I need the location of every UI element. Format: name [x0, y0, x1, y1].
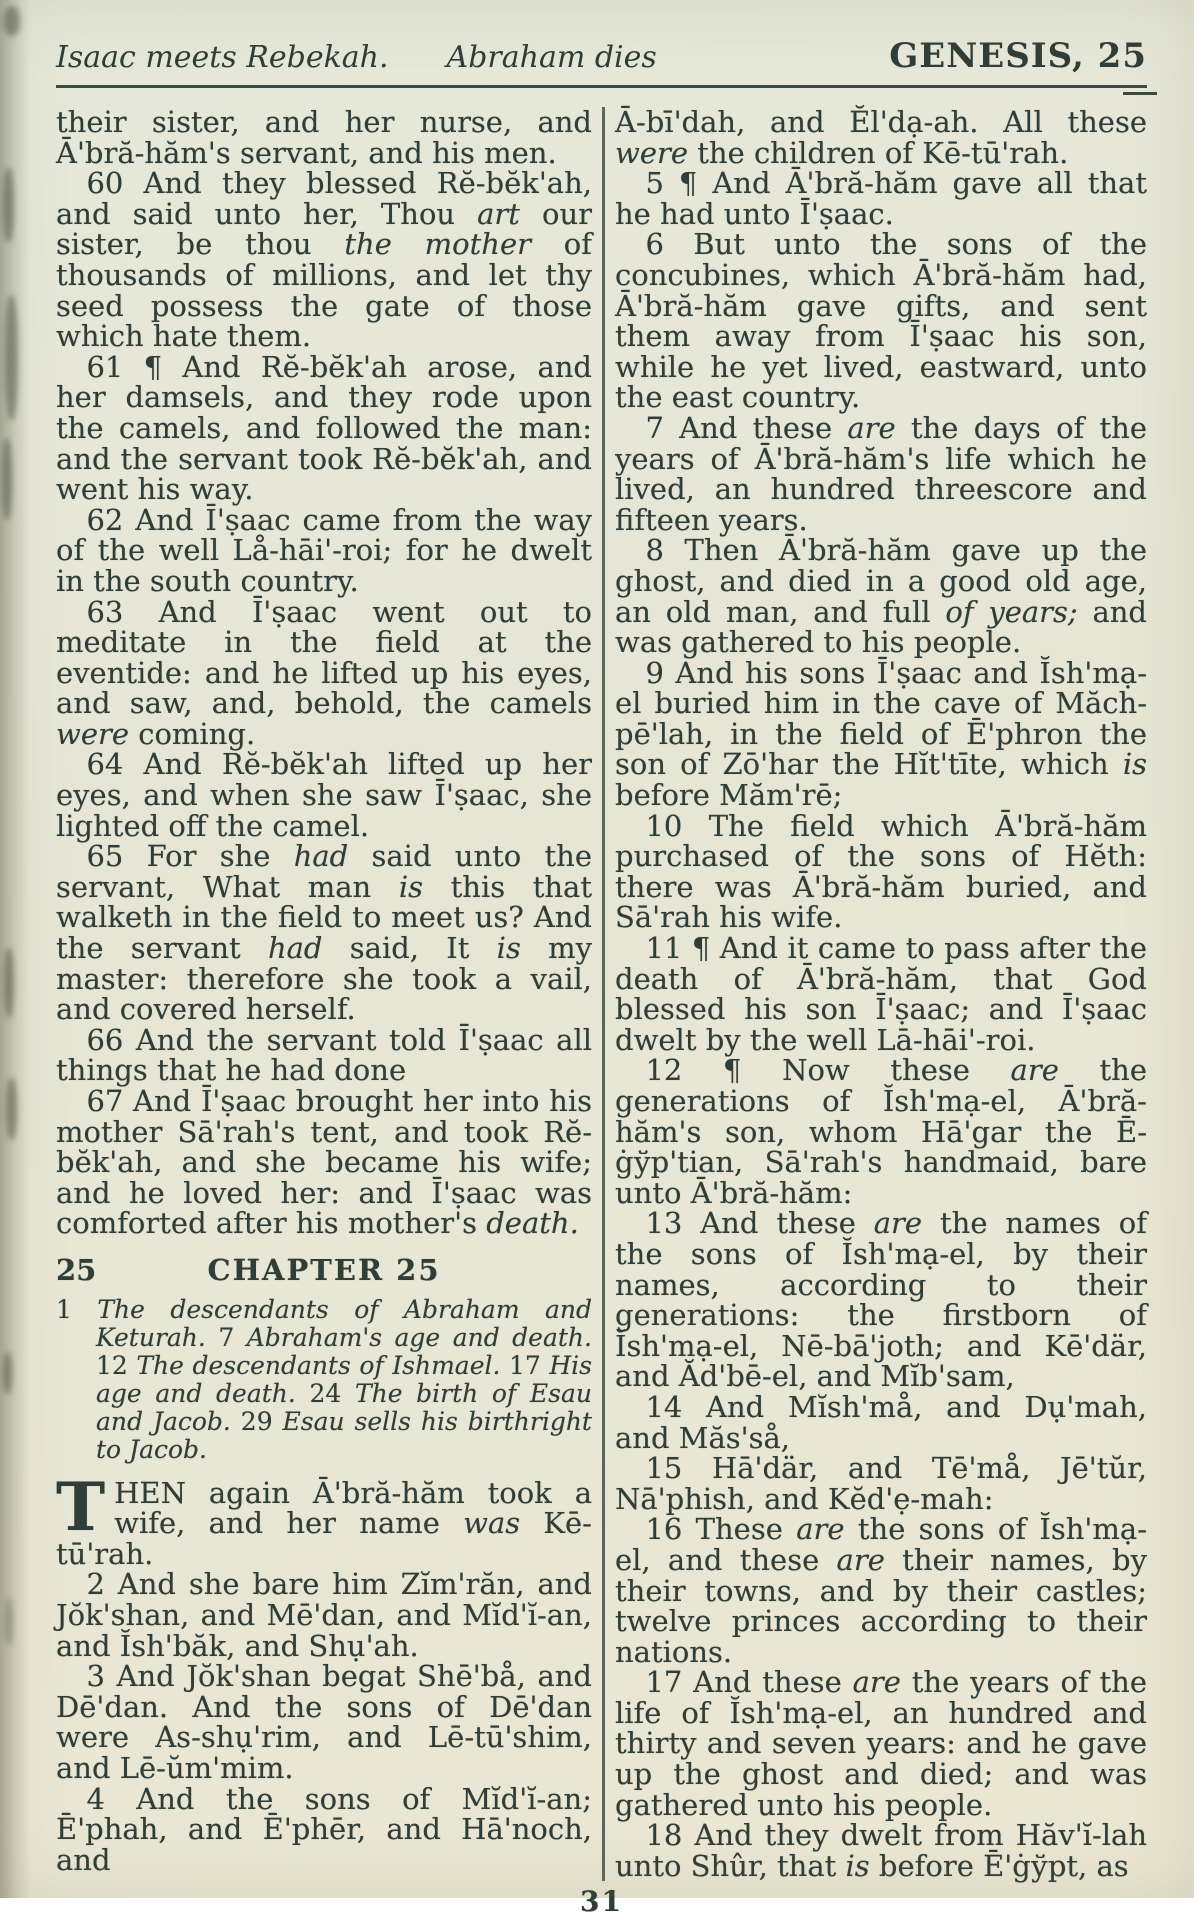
verse-paragraph	[615, 655, 1147, 813]
verse-paragraph	[615, 410, 1148, 537]
italic-text-run: was	[463, 1506, 521, 1541]
text-run: 65 For she	[86, 839, 294, 874]
text-run: 61 ¶ And Rĕ-bĕk'ah arose, and her damsels, and they rode upon the camels, and followed the man: and the servant took Rĕ-bĕk'ah, and went his way.	[56, 349, 592, 507]
ink-blot	[3, 1352, 12, 1394]
text-run: of thousands of millions, and let thy seed possess the gate of those which hate them.	[56, 227, 592, 354]
text-run: 15 Hā'där, and Tē'må, Jē'tŭr, Nā'phish, and Kĕd'ẹ-mah:	[615, 1451, 1147, 1516]
italic-text-run: of years;	[945, 594, 1078, 629]
verse-paragraph	[615, 1667, 1147, 1820]
text-run: the names of the sons of Ĭsh'mạ-el, by their names, according to their generations: the firstborn of Ĭsh'mạ-el, Nē-bā'joth; and Kē'där, and Ăd'bē-el, and Mĭb'sam,	[615, 1206, 1147, 1394]
ink-blot	[5, 1598, 13, 1646]
text-run: 17 And these	[645, 1665, 853, 1700]
italic-text-run: is	[845, 1848, 870, 1883]
verse-paragraph	[56, 107, 592, 168]
text-run: the sons of Ĭsh'mạ-el, and these	[615, 1512, 1147, 1577]
italic-text-run: are	[873, 1206, 923, 1241]
verse-paragraph	[615, 1389, 1147, 1455]
italic-text-run: The descendants of Ishmael.	[136, 1350, 501, 1380]
italic-text-run: is	[496, 931, 521, 966]
right-column	[615, 107, 1147, 1881]
italic-text-run: were	[56, 716, 130, 751]
text-run: my master: therefore she took a vail, and covered herself.	[56, 931, 593, 1027]
verse-paragraph	[56, 749, 592, 841]
text-run: 7	[205, 1322, 247, 1352]
text-run: 12 ¶ Now these	[645, 1053, 1011, 1088]
italic-text-run: Esau sells his birthright to Jacob.	[96, 1406, 592, 1464]
italic-text-run: the mother	[344, 227, 531, 262]
verse-paragraph	[56, 841, 592, 1025]
italic-text-run: are	[852, 1665, 901, 1700]
text-run: the children of Kē-tū'rah.	[688, 135, 1069, 170]
text-run: the years of the life of Ĭsh'mạ-el, an hundred and thirty and seven years: and he gave up the ghost and died; and was gathered unto his people.	[615, 1665, 1148, 1822]
text-run: 8 Then Ā'bră-hăm gave up the ghost, and died in a good old age, an old man, and full	[615, 533, 1147, 629]
page-number: 31	[580, 1885, 623, 1918]
header-rule-dash	[1123, 92, 1157, 95]
chapter-margin-number: 25	[56, 1252, 97, 1287]
text-run: the days of the years of Ā'bră-hăm's life which he lived, an hundred threescore and fifteen years.	[615, 410, 1148, 537]
header-rule	[56, 85, 1147, 88]
drop-cap: T	[56, 1467, 106, 1546]
verse-paragraph	[615, 533, 1147, 660]
text-run: the generations of Ĭsh'mạ-el, Ā'bră-hăm's son, whom Hā'gar the Ē-ġўp'tian, Sā'rah's handmaid, bare unto Ā'bră-hăm:	[615, 1053, 1148, 1210]
text-run: this that walketh in the field to meet us? And the servant	[56, 869, 592, 966]
page-header	[56, 36, 1147, 76]
verse-paragraph	[56, 594, 592, 751]
text-run: 13 And these	[645, 1206, 874, 1241]
verse-paragraph	[56, 1022, 592, 1088]
verse-paragraph	[615, 1453, 1147, 1514]
text-run: HEN again Ā'bră-hăm took a wife, and her name	[114, 1475, 592, 1541]
page-content	[56, 36, 1147, 1918]
italic-text-run: Abraham's age and death.	[246, 1322, 592, 1352]
text-run: coming.	[129, 716, 256, 751]
verse-paragraph	[56, 1781, 592, 1877]
text-run: 17	[500, 1350, 550, 1380]
verse-paragraph	[615, 933, 1147, 1055]
ink-blot	[2, 438, 12, 520]
text-run: said, It	[322, 931, 497, 966]
text-run: 60 And they blessed Rĕ-bĕk'ah, and said unto her, Thou	[56, 166, 592, 231]
text-run: said unto the servant, What man	[56, 839, 592, 904]
book-chapter-title: GENESIS, 25	[889, 36, 1147, 76]
verse-paragraph	[615, 1820, 1147, 1881]
text-run: 10 The field which Ā'bră-hăm purchased of the sons of Hĕth: there was Ā'bră-hăm buried, and Sā'rah his wife.	[615, 808, 1147, 935]
text-run: 16 These	[645, 1512, 797, 1547]
text-run: 1	[56, 1294, 98, 1324]
text-run: 9 And his sons Ī'ṣaac and Ĭsh'mạ-el buried him in the cave of Măch-pē'lah, in the field of Ē'phron the son of Zō'har the Hĭt'tīte, which	[615, 655, 1147, 782]
text-run: before Măm'rē;	[615, 778, 843, 813]
verse-paragraph	[615, 1055, 1147, 1208]
italic-text-run: death.	[486, 1206, 579, 1241]
text-run: before Ē'ġўpt, as	[869, 1848, 1129, 1883]
binding-shadow	[0, 0, 30, 1898]
italic-text-run: are	[1010, 1053, 1059, 1088]
left-column	[56, 107, 592, 1881]
italic-text-run: are	[796, 1512, 845, 1547]
ink-blot	[6, 1078, 17, 1140]
text-run: 7 And these	[645, 410, 848, 445]
chapter-title: CHAPTER 25	[207, 1252, 441, 1287]
text-run: 24	[295, 1378, 355, 1408]
text-run: 2 And she bare him Zĭm'răn, and Jŏk'shan, and Mē'dan, and Mĭd'ĭ-an, and Ĭsh'băk, and Shụ'ah.	[56, 1567, 592, 1663]
ink-blot	[4, 6, 20, 36]
text-run: 14 And Mĭsh'må, and Dụ'mah, and Măs'så,	[615, 1389, 1147, 1455]
italic-text-run: had	[267, 931, 323, 966]
verse-paragraph	[615, 1514, 1147, 1667]
text-run: 66 And the servant told Ī'ṣaac all things that he had done	[56, 1022, 592, 1088]
chapter-heading	[56, 1252, 592, 1287]
column-divider	[602, 107, 605, 1881]
text-run: 62 And Ī'ṣaac came from the way of the well Lå-hāi'-roi; for he dwelt in the south country.	[56, 502, 592, 598]
italic-text-run: are	[847, 410, 896, 445]
italic-text-run: is	[398, 869, 424, 904]
ink-blot	[4, 948, 14, 1018]
text-run: 12	[96, 1350, 137, 1380]
text-run: 4 And the sons of Mĭd'ĭ-an; Ē'phah, and Ē'phēr, and Hā'noch, and	[56, 1781, 592, 1877]
italic-text-run: were	[615, 135, 689, 170]
verse-paragraph	[56, 1569, 592, 1661]
verse-paragraph	[56, 1086, 592, 1239]
ink-blot	[5, 295, 18, 420]
running-head-left: Isaac meets Rebekah.	[56, 40, 389, 75]
text-run: 18 And they dwelt from Hăv'ĭ-lah unto Shûr, that	[615, 1818, 1147, 1883]
verse-paragraph	[615, 1208, 1147, 1392]
text-run: 64 And Rĕ-bĕk'ah lifted up her eyes, and when she saw Ī'ṣaac, she lighted off the camel.	[56, 747, 592, 843]
ink-blot	[3, 168, 14, 242]
text-run: 5 ¶ And Ā'bră-hăm gave all that he had unto Ī'ṣaac.	[615, 166, 1147, 231]
running-head-center: Abraham dies	[446, 40, 657, 75]
text-columns	[56, 107, 1147, 1881]
text-run: 3 And Jŏk'shan begat Shē'bå, and Dē'dan. And the sons of Dē'dan were As-shụ'rim, and Lē-tū'shim, and Lē-ŭm'mim.	[56, 1659, 592, 1785]
italic-text-run: are	[836, 1542, 885, 1577]
text-run: 29	[230, 1406, 283, 1436]
verse-paragraph	[615, 168, 1147, 229]
text-run: and was gathered to his people.	[615, 594, 1147, 660]
text-run: their names, by their towns, and by their castles; twelve princes according to their nations.	[615, 1542, 1147, 1669]
text-run: 67 And Ī'ṣaac brought her into his mother Sā'rah's tent, and took Rĕ-bĕk'ah, and she became his wife; and he loved her: and Ī'ṣaac was comforted after his mother's	[56, 1084, 592, 1241]
italic-text-run: The birth of Esau and Jacob.	[96, 1378, 592, 1436]
text-run: Ā-bī'dah, and Ĕl'dạ-ah. All these	[615, 105, 1147, 139]
text-run: 11 ¶ And it came to pass after the death of Ā'bră-hăm, that God blessed his son Ī'ṣaac; and Ī'ṣaac dwelt by the well Lā-hāi'-roi.	[615, 931, 1147, 1057]
text-run: their sister, and her nurse, and Ā'bră-hăm's servant, and his men.	[56, 105, 592, 170]
verse-paragraph	[615, 107, 1147, 168]
verse-paragraph	[56, 168, 592, 352]
text-run: 6 But unto the sons of the concubines, which Ā'bră-hăm had, Ā'bră-hăm gave gifts, and sent them away from Ī'ṣaac his son, while he yet lived, eastward, unto the east country.	[615, 227, 1147, 415]
italic-text-run: art	[477, 196, 520, 231]
text-run: Kē-tū'rah.	[56, 1506, 592, 1571]
italic-text-run: The descendants of Abraham and Keturah.	[96, 1294, 592, 1352]
verse-paragraph	[56, 349, 592, 507]
verse-paragraph	[615, 808, 1147, 935]
verse-paragraph	[56, 502, 592, 598]
chapter-summary	[56, 1296, 592, 1464]
italic-text-run: His age and death.	[96, 1350, 592, 1408]
verse-paragraph	[56, 1467, 592, 1571]
verse-paragraph	[615, 229, 1147, 413]
verse-paragraph	[56, 1661, 592, 1783]
italic-text-run: is	[1122, 747, 1147, 782]
text-run: 63 And Ī'ṣaac went out to meditate in the field at the eventide: and he lifted up his eyes, and saw, and, behold, the camels	[56, 594, 592, 721]
italic-text-run: had	[293, 839, 349, 874]
text-run: our sister, be thou	[56, 196, 592, 262]
